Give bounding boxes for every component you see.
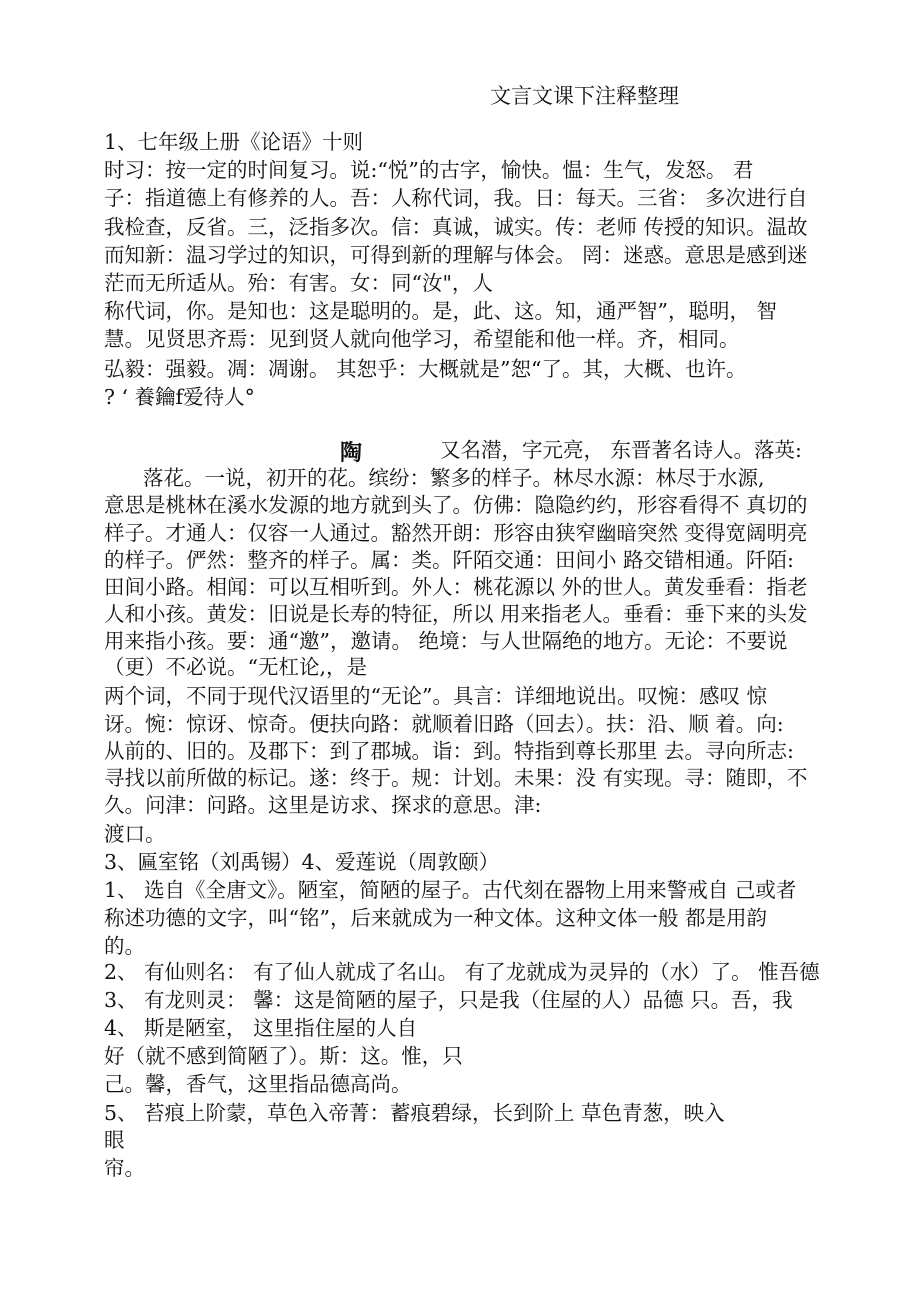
text-line: 用来指小孩。要：通“邀”，邀请。 绝境：与人世隔绝的地方。无论：不要说 xyxy=(104,629,788,653)
text-line: 子：指道德上有修养的人。吾：人称代词，我。日：每天。三省： 多次进行自 xyxy=(104,186,808,210)
text-line: 4、 斯是陋室， 这里指住屋的人自 xyxy=(104,1016,418,1040)
text-line: 称代词，你。是知也：这是聪明的。是，此、这。知，通严智”，聪明， 智 xyxy=(104,299,777,323)
text-line: 两个词，不同于现代汉语里的“无论”。具言：详细地说出。叹惋：感叹 惊 xyxy=(104,684,767,708)
text-line: 弘毅：强毅。凋：凋谢。 其恕乎：大概就是”恕“了。其，大概、也许。 xyxy=(104,357,747,381)
text-line: 好（就不感到简陋了）。斯：这。惟，只 xyxy=(104,1044,463,1068)
text-line: 时习：按一定的时间复习。说:“悦”的古字，愉快。愠：生气，发怒。 君 xyxy=(104,158,754,182)
text-line: 眼 xyxy=(104,1128,125,1152)
text-line: 5、 苔痕上阶蒙，草色入帝菁：蓄痕碧绿，长到阶上 草色青葱，映入 xyxy=(104,1101,725,1125)
text-line: 帘。 xyxy=(104,1156,145,1180)
text-line: 落花。一说，初开的花。缤纷：繁多的样子。林尽水源：林尽于水源, xyxy=(143,466,765,490)
text-line: （更）不必说。“无杠论,，是 xyxy=(104,655,367,679)
text-line: 从前的、旧的。及郡下：到了郡城。诣：到。特指到尊长那里 去。寻向所志: xyxy=(104,739,794,763)
text-line: 3、 有龙则灵： 馨：这是简陋的屋子，只是我（住屋的人）品德 只。吾，我 xyxy=(104,988,793,1012)
text-line: 人和小孩。黄发：旧说是长寿的特征，所以 用来指老人。垂看：垂下来的头发 xyxy=(104,602,808,626)
text-line: 的。 xyxy=(104,934,145,958)
text-line: 的样子。俨然：整齐的样子。属：类。阡陌交通：田间小 路交错相通。阡陌: xyxy=(104,548,794,572)
text-line: 讶。惋：惊讶、惊奇。便扶向路：就顺着旧路（回去）。扶：沿、顺 着。向: xyxy=(104,712,784,736)
text-line: 1、 选自《全唐文》。陋室，简陋的屋子。古代刻在器物上用来警戒自 己或者 xyxy=(104,878,797,902)
text-line: 2、 有仙则名： 有了仙人就成了名山。 有了龙就成为灵异的（水）了。 惟吾德 xyxy=(104,960,820,984)
garbled-line: ? ‘ 養鑰f爱待人° xyxy=(104,385,255,409)
section-heading: 3、匾室铭（刘禹锡）4、爱莲说（周敦颐） xyxy=(104,850,500,874)
text-line: 我检查，反省。三，泛指多次。信：真诚，诚实。传：老师 传授的知识。温故 xyxy=(104,215,808,239)
text-line: 渡口。 xyxy=(104,822,166,846)
text-line: 己。馨，香气，这里指品德高尚。 xyxy=(104,1072,412,1096)
text-line: 茫而无所适从。殆：有害。女：同“汝"，人 xyxy=(104,271,493,295)
text-line: 意思是桃林在溪水发源的地方就到头了。仿佛：隐隐约约，形容看得不 真切的 xyxy=(104,493,808,517)
text-line: 寻找以前所做的标记。遂：终于。规：计划。未果：没 有实现。寻：随即，不 xyxy=(104,766,808,790)
section-heading: 1、七年级上册《论语》十则 xyxy=(104,130,364,154)
text-line: 而知新：温习学过的知识，可得到新的理解与体会。 罔：迷惑。意思是感到迷 xyxy=(104,243,808,267)
text-line: 称述功德的文字，叫“铭”，后来就成为一种文体。这种文体一般 都是用韵 xyxy=(104,906,767,930)
text-line: 久。问津：问路。这里是访求、探求的意思。津: xyxy=(104,793,542,817)
text-line: 样子。才通人：仅容一人通过。豁然开朗：形容由狭窄幽暗突然 变得宽阔明亮 xyxy=(104,521,808,545)
text-line: 慧。见贤思齐焉：见到贤人就向他学习，希望能和他一样。齐，相同。 xyxy=(104,327,740,351)
author-glyph: 陶 xyxy=(340,440,363,466)
document-title: 文言文课下注释整理 xyxy=(490,84,679,108)
text-line: 田间小路。相闻：可以互相听到。外人：桃花源以 外的世人。黄发垂看：指老 xyxy=(104,575,808,599)
text-line: 又名潜，字元亮， 东晋著名诗人。落英: xyxy=(440,438,802,462)
